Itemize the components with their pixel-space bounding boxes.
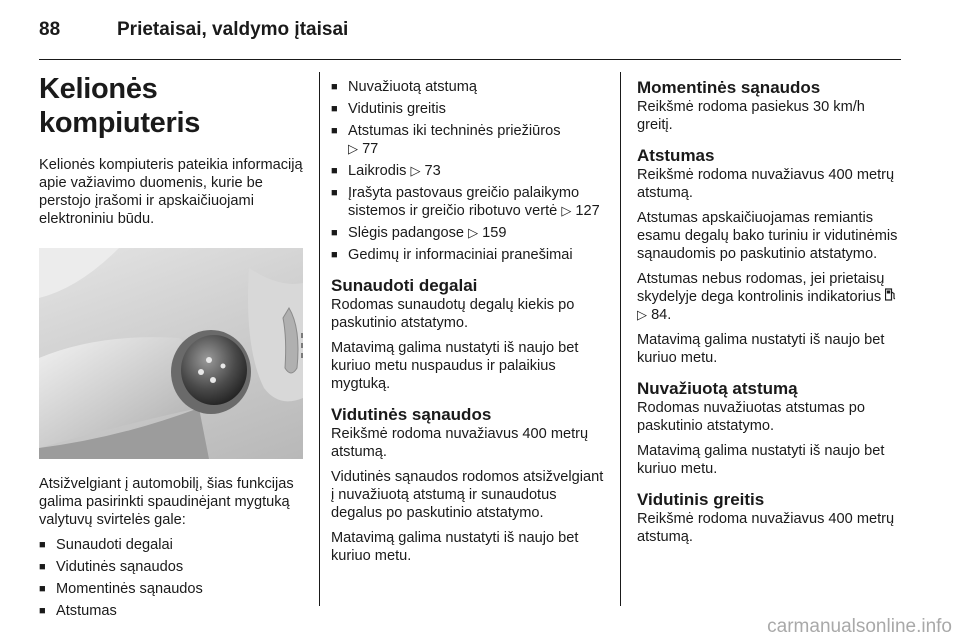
paragraph: Atstumas apskaičiuojamas remiantis esamu degalų bako turiniu ir vidutinėmis sąnaudomis po paskutinio atstatymo. [637,210,898,262]
section-title: Nuvažiuotą atstumą [637,379,798,398]
section-title: Vidutinės sąnaudos [331,405,492,424]
paragraph: Reikšmė rodoma pasiekus 30 km/h greitį. [637,99,865,133]
paragraph: Rodomas nuvažiuotas atstumas po paskutinio atstatymo. [637,400,865,434]
list-item: ■ Nuvažiuotą atstumą [331,78,607,96]
section-fuel-used [331,276,607,393]
list-item: ■ Atstumas [39,602,305,620]
paragraph: Matavimą galima nustatyti iš naujo bet kuriuo metu nuspaudus ir palaikius mygtuką. [331,340,579,392]
list-item: ■ Sunaudoti degalai [39,536,305,554]
list-item: ■ Momentinės sąnaudos [39,580,305,598]
list-item: ■ Slėgis padangose ▷ 159 [331,224,607,242]
column-3 [637,78,903,558]
page-ref-link[interactable]: 77 [362,141,379,157]
paragraph: Reikšmė rodoma nuvažiavus 400 metrų atstumą. [331,426,589,460]
function-list [39,536,305,620]
paragraph: Atstumas nebus rodomas, jei prietaisų skydelyje dega kontrolinis indikatorius ▷ 84. [637,270,903,324]
watermark: carmanualsonline.info [767,616,952,637]
paragraph: Vidutinės sąnaudos rodomos atsižvelgiant į nuvažiuotą atstumą ir sunaudotus degalus po paskutinio atstatymo. [331,469,604,521]
list-item: ■ Atstumas iki techninės priežiūros ▷ 77 [331,122,607,158]
paragraph: Matavimą galima nustatyti iš naujo bet kuriuo metu. [637,332,885,366]
wiper-lever-photo [39,248,303,459]
paragraph: Matavimą galima nustatyti iš naujo bet kuriuo metu. [637,443,885,477]
intro-paragraph: Kelionės kompiuteris pateikia informaciją apie važiavimo duomenis, kurie be perstojo įrašomi ir apskaičiuojami elektroniniu būdu. [39,157,303,227]
section-title: Atstumas [637,146,715,165]
page-ref-link[interactable]: 73 [424,163,441,179]
section-distance [637,379,903,478]
paragraph: Reikšmė rodoma nuvažiavus 400 metrų atstumą. [637,167,895,201]
page-ref-link[interactable]: 159 [482,225,507,241]
column-divider-1 [319,72,320,606]
section-title: Sunaudoti degalai [331,276,478,295]
list-item: ■ Įrašyta pastovaus greičio palaikymo sistemos ir greičio ribotuvo vertė ▷ 127 [331,184,607,220]
page-number: 88 [39,19,61,40]
section-title: Momentinės sąnaudos [637,78,821,97]
page-ref-link[interactable]: 84. [651,307,672,323]
list-item: ■ Vidutinės sąnaudos [39,558,305,576]
header-rule [39,59,901,60]
fuel-pump-icon [885,289,896,305]
page-ref-arrow-icon: ▷ [561,203,572,218]
column-divider-2 [620,72,621,606]
list-item: ■ Laikrodis ▷ 73 [331,162,607,180]
section-average-consumption [331,405,607,565]
page-heading: Kelionės kompiuteris [39,73,201,139]
paragraph: Matavimą galima nustatyti iš naujo bet kuriuo metu. [331,530,579,564]
section-average-speed [637,490,903,546]
page-ref-arrow-icon: ▷ [637,307,647,322]
section-title: Prietaisai, valdymo įtaisai [117,19,349,40]
column-2 [331,78,607,577]
section-title: Vidutinis greitis [637,490,765,509]
page-ref-link[interactable]: 127 [575,203,600,219]
column-1 [39,72,305,624]
paragraph: Reikšmė rodoma nuvažiavus 400 metrų atstumą. [637,511,895,545]
selection-paragraph: Atsižvelgiant į automobilį, šias funkcijas galima pasirinkti spaudinėjant mygtuką valytuvų svirtelės gale: [39,476,294,528]
function-list-continued [331,78,607,264]
page-header [0,0,960,60]
paragraph: Rodomas sunaudotų degalų kiekis po paskutinio atstatymo. [331,297,575,331]
page-ref-arrow-icon: ▷ [348,141,358,156]
page-ref-arrow-icon: ▷ [468,225,479,240]
section-range [637,146,903,367]
page-ref-arrow-icon: ▷ [410,163,421,178]
section-instant-consumption [637,78,903,134]
wiper-lever-illustration [39,248,303,459]
list-item: ■ Gedimų ir informaciniai pranešimai [331,246,607,264]
list-item: ■ Vidutinis greitis [331,100,607,118]
